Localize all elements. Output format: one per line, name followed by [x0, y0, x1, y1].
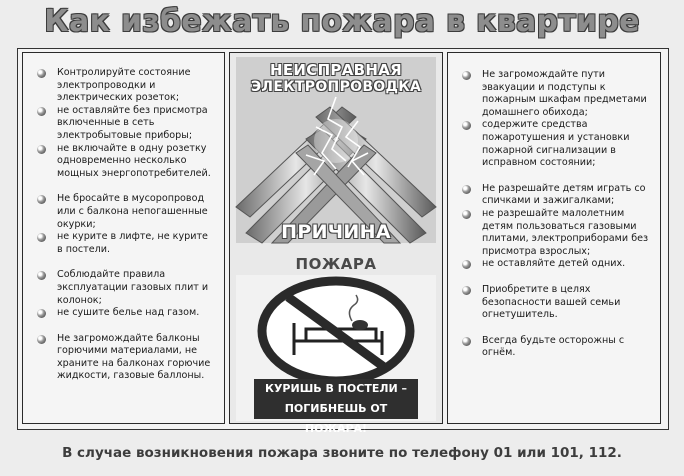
poster-headline-1: НЕИСПРАВНАЯ [270, 61, 402, 79]
bullet-icon [37, 107, 46, 116]
left-column [22, 52, 225, 424]
bullet-icon [462, 286, 471, 295]
poster-bottom-word: ПРИЧИНА [281, 221, 391, 243]
bullet-icon [37, 69, 46, 78]
bullet-icon [462, 71, 471, 80]
page-title: Как избежать пожара в квартире [44, 4, 640, 39]
list-item: Контролируйте состояние электропроводки и электрических розеток; [37, 67, 216, 105]
right-column [447, 52, 661, 424]
list-item: не включайте в одну розетку одновременно несколько мощных энергопотребителей. [37, 143, 216, 181]
bullet-icon [37, 195, 46, 204]
list-item: Всегда будьте осторожны с огнём. [462, 335, 652, 360]
bullet-icon [462, 337, 471, 346]
bullet-icon [37, 145, 46, 154]
bullet-icon [37, 335, 46, 344]
bullet-icon [37, 271, 46, 280]
list-item: не сушите белье над газом. [37, 307, 216, 320]
list-item: не разрешайте малолетним детям пользоваться газовыми плитами, электроприборами без присмотра взрослых; [462, 208, 652, 258]
list-item: Приобретите в целях безопасности вашей семьи огнетушитель. [462, 284, 652, 322]
poster2-line-1: КУРИШЬ В ПОСТЕЛИ – [254, 379, 418, 399]
poster-caption: ПОЖАРА [295, 255, 377, 273]
bullet-icon [37, 309, 46, 318]
faulty-wiring-poster [236, 57, 436, 243]
no-smoking-in-bed-poster [236, 275, 436, 435]
list-item: Не разрешайте детям играть со спичками и зажигалками; [462, 183, 652, 208]
poster2-line-2: ПОГИБНЕШЬ ОТ ПОЖАРА! [254, 399, 418, 419]
bullet-icon [462, 260, 471, 269]
right-list [448, 53, 660, 360]
center-column [229, 52, 443, 435]
poster-headline-2: ЭЛЕКТРОПРОВОДКА [250, 79, 422, 95]
list-item: не оставляйте детей одних. [462, 258, 652, 271]
bullet-icon [462, 121, 471, 130]
list-item: Не загромождайте балконы горючими материалами, не храните на балконах горючие жидкости, газовые баллоны. [37, 333, 216, 383]
bullet-icon [462, 185, 471, 194]
bullet-icon [37, 233, 46, 242]
list-item: Не бросайте в мусоропровод или с балкона непогашенные окурки; [37, 193, 216, 231]
list-item: Соблюдайте правила эксплуатации газовых плит и колонок; [37, 269, 216, 307]
list-item: не курите в лифте, не курите в постели. [37, 231, 216, 256]
emergency-phone-note: В случае возникновения пожара звоните по телефону 01 или 101, 112. [62, 445, 622, 461]
bullet-icon [462, 210, 471, 219]
left-list [23, 53, 224, 383]
list-item: не оставляйте без присмотра включенные в сеть электробытовые приборы; [37, 105, 216, 143]
list-item: Не загромождайте пути эвакуации и подступы к пожарным шкафам предметами домашнего обихода; [462, 69, 652, 119]
list-item: содержите средства пожаротушения и установки пожарной сигнализации в исправном состоянии; [462, 119, 652, 169]
